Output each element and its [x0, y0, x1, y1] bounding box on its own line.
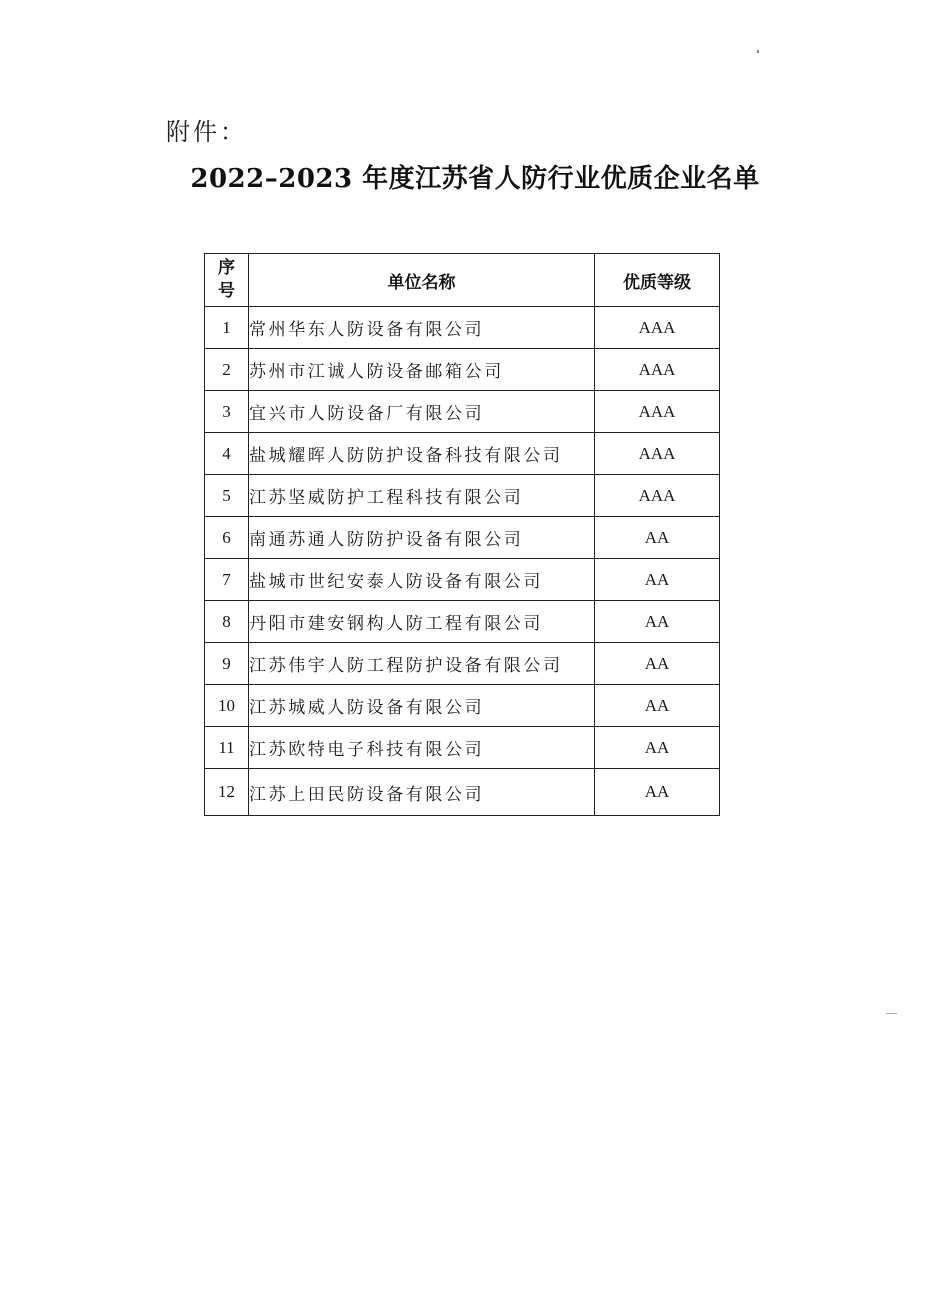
header-quality-grade: 优质等级	[595, 254, 720, 307]
row-serial-number: 8	[205, 601, 249, 643]
row-company-name: 盐城耀晖人防防护设备科技有限公司	[249, 433, 595, 475]
table-body	[205, 307, 720, 816]
row-serial-number: 2	[205, 349, 249, 391]
row-company-name: 丹阳市建安钢构人防工程有限公司	[249, 601, 595, 643]
row-company-name: 江苏伟宇人防工程防护设备有限公司	[249, 643, 595, 685]
row-quality-grade: AAA	[595, 349, 720, 391]
table-header-row	[205, 254, 720, 307]
table-row	[205, 517, 720, 559]
row-serial-number: 11	[205, 727, 249, 769]
scan-dash	[886, 1013, 897, 1014]
row-company-name: 苏州市江诚人防设备邮箱公司	[249, 349, 595, 391]
row-quality-grade: AAA	[595, 475, 720, 517]
row-quality-grade: AA	[595, 559, 720, 601]
row-quality-grade: AA	[595, 601, 720, 643]
row-serial-number: 3	[205, 391, 249, 433]
table-row	[205, 307, 720, 349]
row-quality-grade: AA	[595, 517, 720, 559]
scan-speck	[757, 50, 759, 53]
row-quality-grade: AA	[595, 769, 720, 816]
row-serial-number: 12	[205, 769, 249, 816]
table-row	[205, 433, 720, 475]
row-company-name: 宜兴市人防设备厂有限公司	[249, 391, 595, 433]
row-serial-number: 5	[205, 475, 249, 517]
row-serial-number: 6	[205, 517, 249, 559]
row-quality-grade: AA	[595, 643, 720, 685]
enterprise-table	[204, 253, 720, 816]
table-row	[205, 601, 720, 643]
table-row	[205, 349, 720, 391]
table-row	[205, 391, 720, 433]
row-quality-grade: AAA	[595, 307, 720, 349]
row-quality-grade: AAA	[595, 433, 720, 475]
header-serial-line2: 号	[218, 281, 235, 301]
row-company-name: 江苏上田民防设备有限公司	[249, 769, 595, 816]
header-serial-number	[205, 254, 249, 307]
row-quality-grade: AAA	[595, 391, 720, 433]
header-company-name: 单位名称	[249, 254, 595, 307]
row-quality-grade: AA	[595, 727, 720, 769]
row-serial-number: 4	[205, 433, 249, 475]
row-company-name: 常州华东人防设备有限公司	[249, 307, 595, 349]
row-company-name: 江苏城威人防设备有限公司	[249, 685, 595, 727]
table-row	[205, 643, 720, 685]
table-row	[205, 769, 720, 816]
row-serial-number: 10	[205, 685, 249, 727]
row-serial-number: 9	[205, 643, 249, 685]
row-company-name: 盐城市世纪安泰人防设备有限公司	[249, 559, 595, 601]
table-row	[205, 685, 720, 727]
row-company-name: 南通苏通人防防护设备有限公司	[249, 517, 595, 559]
table-row	[205, 559, 720, 601]
table-row	[205, 475, 720, 517]
header-serial-line1: 序	[218, 258, 235, 278]
row-company-name: 江苏坚威防护工程科技有限公司	[249, 475, 595, 517]
row-serial-number: 7	[205, 559, 249, 601]
row-serial-number: 1	[205, 307, 249, 349]
row-quality-grade: AA	[595, 685, 720, 727]
table-row	[205, 727, 720, 769]
row-company-name: 江苏欧特电子科技有限公司	[249, 727, 595, 769]
attachment-label: 附件：	[166, 118, 247, 146]
document-title: 2022–2023 年度江苏省人防行业优质企业名单	[190, 164, 760, 194]
